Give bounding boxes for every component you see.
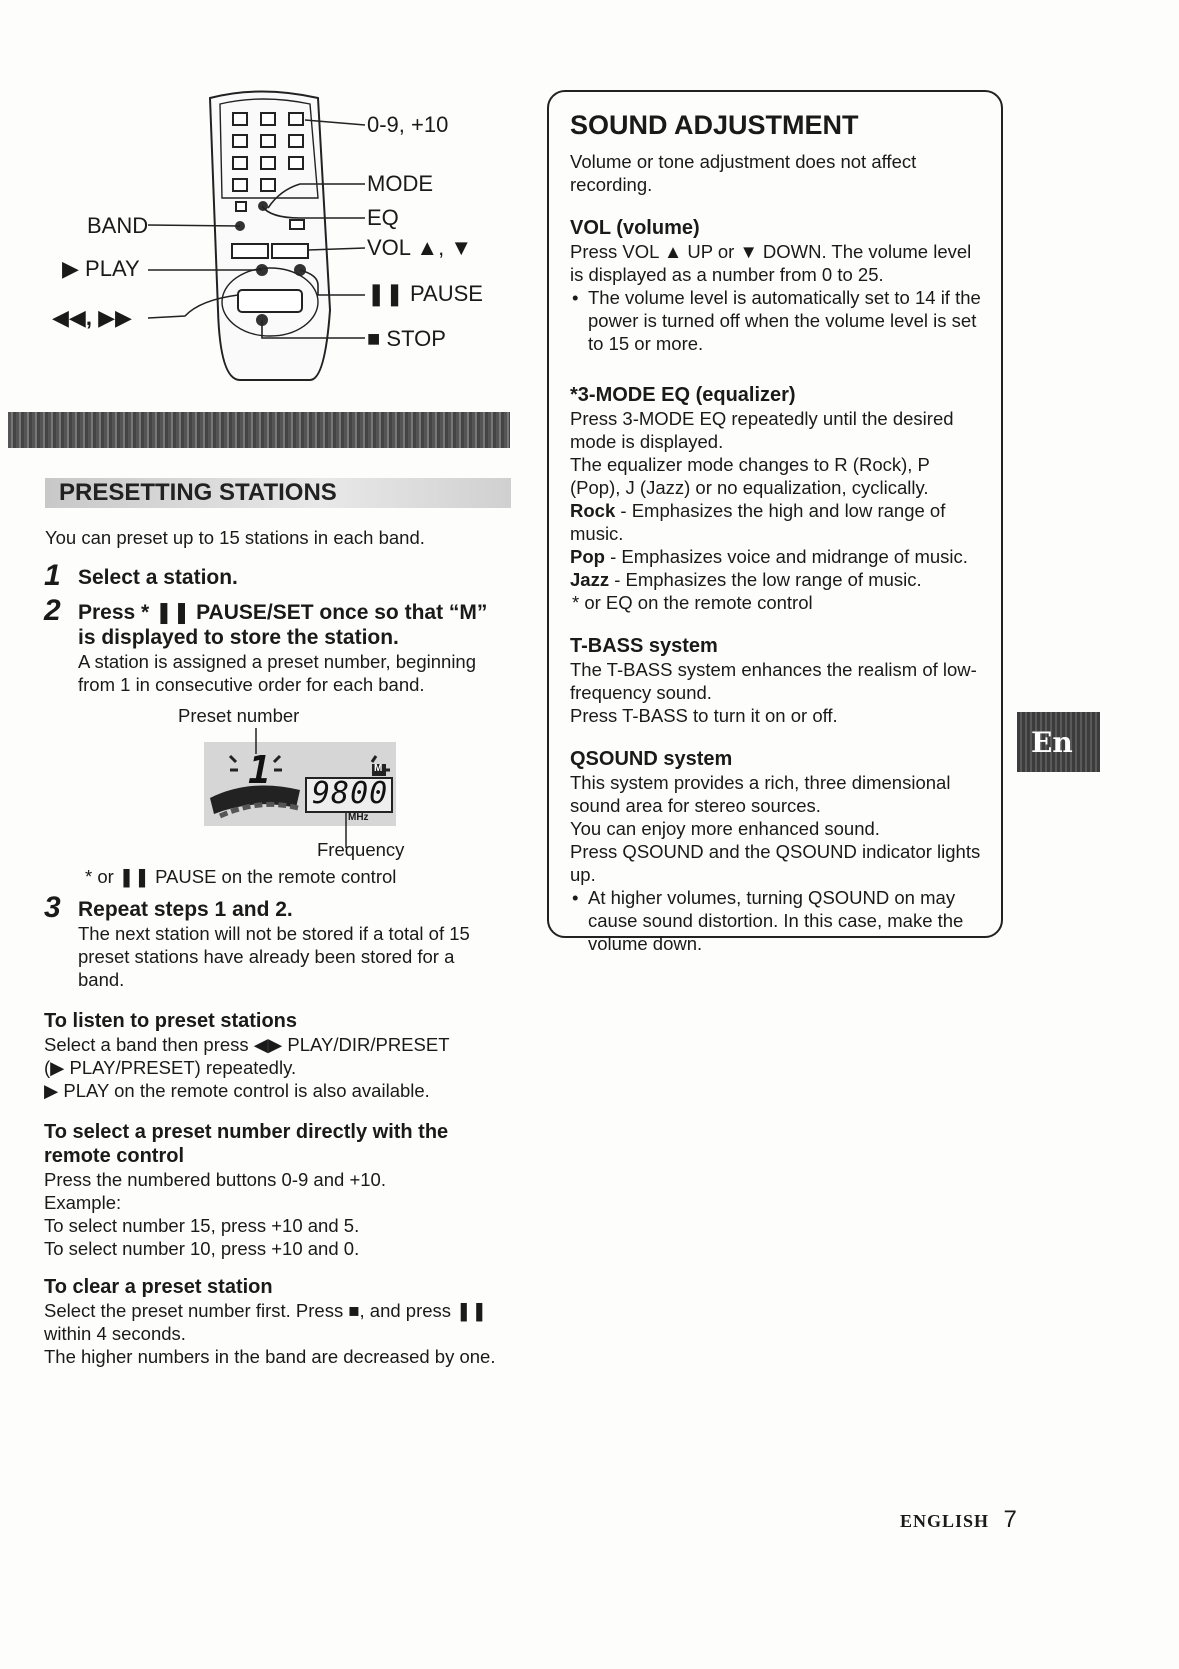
eq-note: * or EQ on the remote control bbox=[572, 592, 813, 613]
listen-line-1: Select a band then press ◀▶ PLAY/DIR/PRESET bbox=[44, 1034, 450, 1055]
step-3-title: Repeat steps 1 and 2. bbox=[78, 898, 293, 921]
step-1-number: 1 bbox=[44, 559, 61, 592]
presetting-title-bar bbox=[45, 478, 511, 508]
qsound-body-3: Press QSOUND and the QSOUND indicator lights up. bbox=[570, 841, 981, 885]
clear-section bbox=[44, 1275, 514, 1368]
select-direct-line-3: To select number 15, press +10 and 5. bbox=[44, 1215, 360, 1236]
vol-body: Press VOL ▲ UP or ▼ DOWN. The volume level is displayed as a number from 0 to 25. bbox=[570, 241, 972, 285]
select-direct-line-1: Press the numbered buttons 0-9 and +10. bbox=[44, 1169, 386, 1190]
rock-term: Rock bbox=[570, 500, 616, 521]
eq-heading: *3-MODE EQ (equalizer) bbox=[570, 384, 796, 406]
lcd-display bbox=[200, 728, 400, 848]
language-tab bbox=[1017, 712, 1100, 772]
jazz-term: Jazz bbox=[570, 569, 610, 590]
presetting-intro: You can preset up to 15 stations in each band. bbox=[45, 527, 425, 548]
preset-number-label: Preset number bbox=[178, 705, 300, 726]
step-2-title: Press * ❚❚ PAUSE/SET once so that “M” is displayed to store the station. bbox=[78, 601, 488, 649]
step-3-body: The next station will not be stored if a total of 15 preset stations have already been stored for a band. bbox=[78, 923, 470, 990]
select-direct-section bbox=[44, 1120, 484, 1260]
eq-rock bbox=[570, 499, 983, 545]
clear-line-1: Select the preset number first. Press ■, and press ❚❚ within 4 seconds. bbox=[44, 1300, 488, 1344]
tbass-heading: T-BASS system bbox=[570, 635, 718, 657]
lcd-unit: MHz bbox=[348, 812, 369, 823]
label-pause: ❚❚ PAUSE bbox=[367, 281, 483, 306]
remote-illustration bbox=[0, 80, 560, 400]
qsound-heading: QSOUND system bbox=[570, 748, 733, 770]
frequency-label: Frequency bbox=[317, 839, 405, 860]
vol-bullet: • The volume level is automatically set to 14 if the power is turned off when the volume level is set to 15 or more. bbox=[570, 286, 983, 355]
step-2-body: A station is assigned a preset number, beginning from 1 in consecutive order for each band. bbox=[78, 651, 477, 695]
footer-language: ENGLISH bbox=[900, 1511, 990, 1531]
label-play: ▶ PLAY bbox=[62, 256, 140, 281]
qsound-body-1: This system provides a rich, three dimensional sound area for stereo sources. bbox=[570, 772, 951, 816]
qsound-bullet: • At higher volumes, turning QSOUND on may cause sound distortion. In this case, make the volume down. bbox=[570, 886, 983, 955]
label-mode: MODE bbox=[367, 171, 433, 196]
tbass-body-1: The T-BASS system enhances the realism of low-frequency sound. bbox=[570, 659, 977, 703]
lcd-frequency-digits: 9800 bbox=[312, 776, 389, 811]
listen-line-2: (▶ PLAY/PRESET) repeatedly. bbox=[44, 1057, 297, 1078]
eq-body-2: The equalizer mode changes to R (Rock), P (Pop), J (Jazz) or no equalization, cyclically. bbox=[570, 454, 930, 498]
label-skip: ◀◀, ▶▶ bbox=[52, 305, 132, 330]
rock-desc: - Emphasizes the high and low range of music. bbox=[570, 500, 946, 544]
step-2 bbox=[44, 594, 508, 696]
step-1 bbox=[44, 559, 508, 592]
sound-intro: Volume or tone adjustment does not affect recording. bbox=[570, 151, 917, 195]
listen-section bbox=[44, 1009, 514, 1102]
label-vol: VOL ▲, ▼ bbox=[367, 235, 473, 260]
label-band: BAND bbox=[87, 213, 149, 238]
listen-heading: To listen to preset stations bbox=[44, 1010, 297, 1032]
vol-heading: VOL (volume) bbox=[570, 217, 700, 239]
lcd-preset-digit: 1 bbox=[248, 748, 271, 792]
clear-heading: To clear a preset station bbox=[44, 1276, 273, 1298]
pop-term: Pop bbox=[570, 546, 605, 567]
label-stop: ■ STOP bbox=[367, 326, 446, 351]
eq-pop bbox=[570, 545, 983, 568]
clear-line-2: The higher numbers in the band are decreased by one. bbox=[44, 1346, 496, 1367]
pop-desc: - Emphasizes voice and midrange of music. bbox=[604, 546, 968, 567]
page-footer bbox=[900, 1506, 1017, 1534]
language-tab-label: En bbox=[1031, 725, 1073, 759]
step-1-title: Select a station. bbox=[78, 566, 238, 589]
step-2-number: 2 bbox=[44, 594, 61, 627]
label-eq: EQ bbox=[367, 205, 399, 230]
qsound-body-2: You can enjoy more enhanced sound. bbox=[570, 818, 880, 839]
select-direct-line-4: To select number 10, press +10 and 0. bbox=[44, 1238, 360, 1259]
footer-page-number: 7 bbox=[1003, 1506, 1017, 1533]
jazz-desc: - Emphasizes the low range of music. bbox=[609, 569, 922, 590]
pause-remote-note: * or ❚❚ PAUSE on the remote control bbox=[85, 866, 397, 887]
section-banner bbox=[8, 412, 510, 448]
lcd-m-indicator: M bbox=[374, 763, 383, 774]
step-3-number: 3 bbox=[44, 891, 61, 924]
label-number-buttons: 0-9, +10 bbox=[367, 112, 449, 137]
remote-control-drawing bbox=[0, 80, 560, 400]
select-direct-line-2: Example: bbox=[44, 1192, 122, 1213]
sound-adjustment-box bbox=[547, 90, 1003, 954]
eq-body-1: Press 3-MODE EQ repeatedly until the desired mode is displayed. bbox=[570, 408, 954, 452]
select-direct-heading: To select a preset number directly with the remote control bbox=[44, 1121, 449, 1167]
listen-line-3: ▶ PLAY on the remote control is also available. bbox=[44, 1080, 430, 1101]
eq-jazz bbox=[570, 568, 983, 591]
tbass-body-2: Press T-BASS to turn it on or off. bbox=[570, 705, 838, 726]
step-3 bbox=[44, 891, 498, 991]
presetting-title: PRESETTING STATIONS bbox=[59, 479, 337, 506]
sound-title: SOUND ADJUSTMENT bbox=[570, 110, 859, 140]
